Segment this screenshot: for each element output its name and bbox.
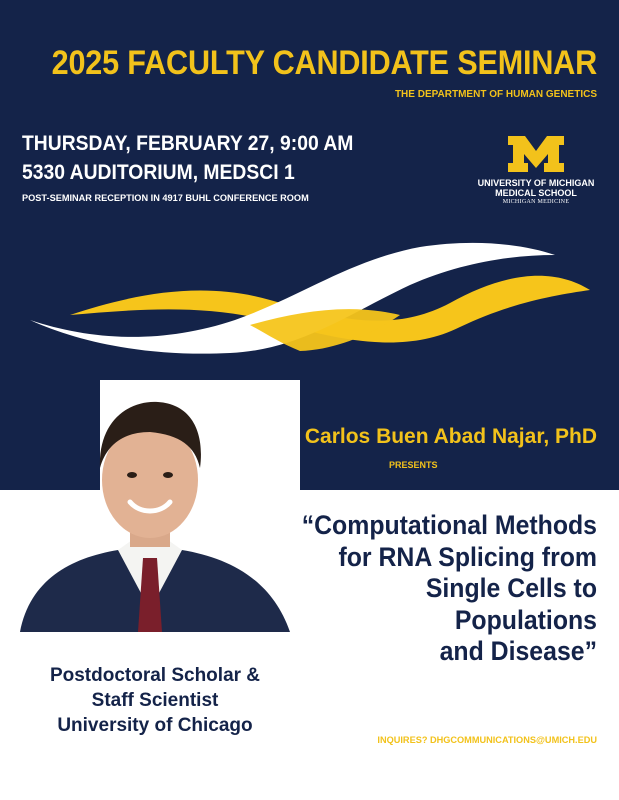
university-logo [472,134,600,206]
presents-label: PRESENTS [389,460,438,470]
event-location: 5330 AUDITORIUM, MEDSCI 1 [22,161,295,184]
speaker-name: Carlos Buen Abad Najar, PhD [304,425,597,448]
affiliation-line: Staff Scientist [91,690,219,711]
contact-email[interactable]: INQUIRES? DHGCOMMUNICATIONS@UMICH.EDU [377,735,597,745]
affiliation-line: University of Chicago [57,715,253,736]
logo-text-university: UNIVERSITY OF MICHIGAN [477,178,595,188]
speaker-affiliation [14,663,296,738]
dna-ribbon-graphic [0,225,619,385]
event-date-time: THURSDAY, FEBRUARY 27, 9:00 AM [22,132,354,155]
seminar-title: 2025 FACULTY CANDIDATE SEMINAR [51,44,597,82]
affiliation-line: Postdoctoral Scholar & [49,665,261,686]
block-m-icon [506,134,566,174]
talk-title-line: and Disease” [439,636,597,666]
department-name: THE DEPARTMENT OF HUMAN GENETICS [394,89,597,100]
talk-title-line: Populations [454,604,597,635]
talk-title [229,510,597,668]
logo-text-medicine: MICHIGAN MEDICINE [502,199,570,205]
talk-title-line: “Computational Methods [301,510,597,540]
reception-note: POST-SEMINAR RECEPTION IN 4917 BUHL CONFERENCE ROOM [22,193,309,203]
logo-text-school: MEDICAL SCHOOL [495,188,577,198]
talk-title-line: for RNA Splicing from [338,541,597,572]
talk-title-line: Single Cells to [425,573,597,603]
